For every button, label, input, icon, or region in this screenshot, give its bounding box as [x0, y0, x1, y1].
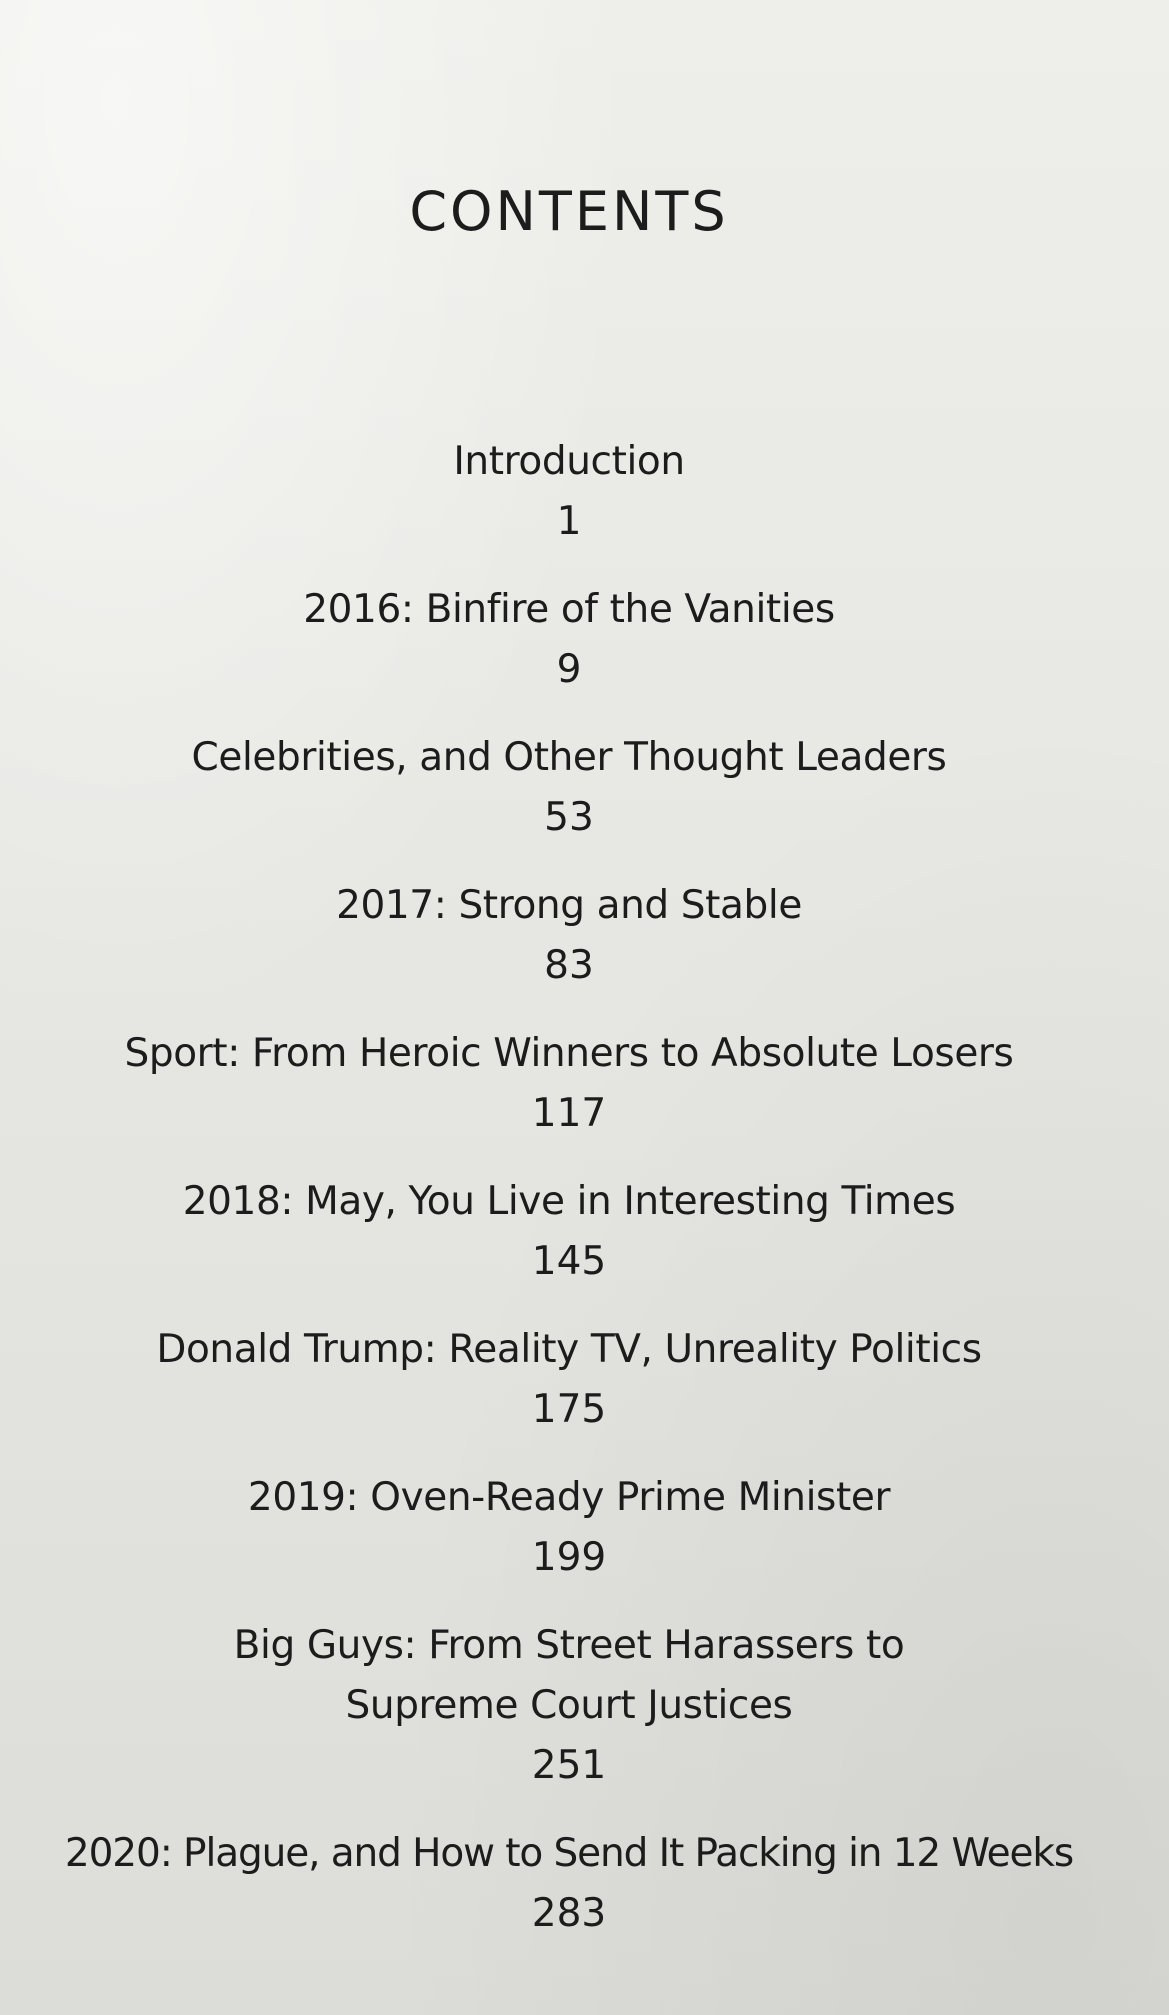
toc-entry-2016 — [0, 580, 1138, 700]
contents-heading: CONTENTS — [409, 180, 729, 243]
toc-entry-title: Donald Trump: Reality TV, Unreality Politics — [156, 1327, 982, 1372]
toc-entry-title: 2019: Oven-Ready Prime Minister — [247, 1475, 891, 1520]
toc-entry-page: 1 — [556, 499, 582, 544]
toc-entry-introduction — [0, 432, 1138, 552]
toc-entry-title: Celebrities, and Other Thought Leaders — [191, 735, 947, 780]
toc-entry-page: 251 — [531, 1743, 607, 1788]
toc-entry-page: 145 — [531, 1239, 607, 1284]
toc-entry-page: 283 — [531, 1891, 607, 1936]
toc-entry-donald-trump — [0, 1320, 1138, 1440]
toc-entry-page: 175 — [531, 1387, 607, 1432]
table-of-contents — [0, 432, 1138, 1972]
toc-entry-title: 2018: May, You Live in Interesting Times — [182, 1179, 956, 1224]
toc-entry-title-line-2: Supreme Court Justices — [345, 1683, 793, 1728]
toc-entry-title: Introduction — [453, 439, 685, 484]
toc-entry-title: Sport: From Heroic Winners to Absolute Losers — [124, 1031, 1014, 1076]
toc-entry-celebrities — [0, 728, 1138, 848]
toc-entry-2018 — [0, 1172, 1138, 1292]
toc-entry-2020 — [0, 1824, 1138, 1944]
toc-entry-page: 83 — [544, 943, 594, 988]
toc-entry-2017 — [0, 876, 1138, 996]
toc-entry-sport — [0, 1024, 1138, 1144]
toc-entry-page: 199 — [531, 1535, 607, 1580]
toc-entry-2019 — [0, 1468, 1138, 1588]
toc-entry-title-line-1: Big Guys: From Street Harassers to — [233, 1623, 905, 1668]
toc-entry-big-guys — [0, 1616, 1138, 1796]
toc-entry-title: 2017: Strong and Stable — [336, 883, 802, 928]
toc-entry-page: 117 — [531, 1091, 607, 1136]
toc-entry-title: 2016: Binfire of the Vanities — [303, 587, 835, 632]
toc-entry-title: 2020: Plague, and How to Send It Packing in 12 Weeks — [64, 1831, 1074, 1876]
toc-entry-page: 53 — [544, 795, 594, 840]
toc-entry-page: 9 — [556, 647, 582, 692]
